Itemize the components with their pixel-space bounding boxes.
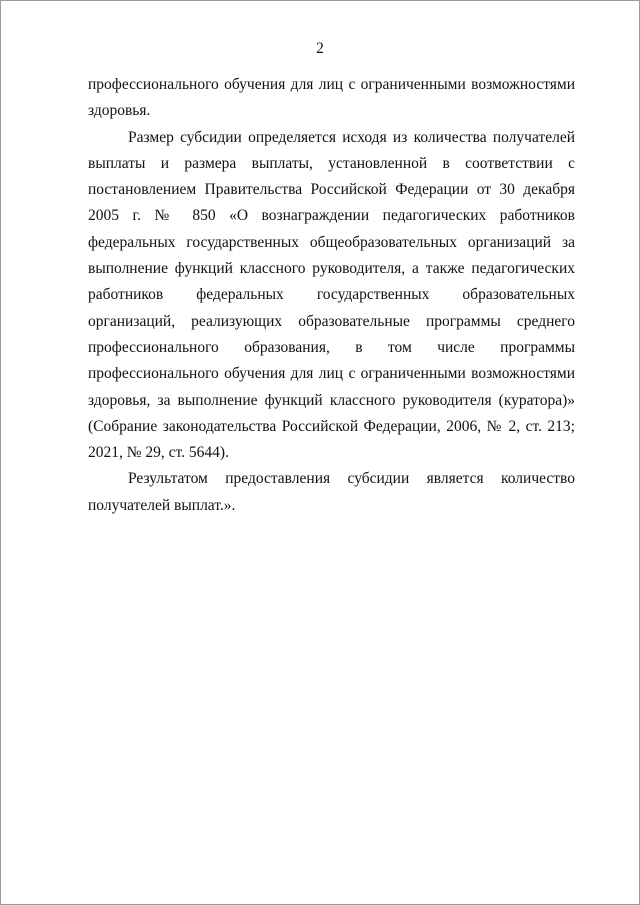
document-body	[88, 72, 575, 519]
paragraph-subsidy-size: Размер субсидии определяется исходя из количества получателей выплаты и размера выплаты, установленной в соответствии с постановлением Правительства Российской Федерации от 30 декабря 2005 г. № 850 «О вознаграждении педагогических работников федеральных государственных общеобразовательных организаций за выполнение функций классного руководителя, а также педагогических работников федеральных государственных образовательных организаций, реализующих образовательные программы среднего профессионального образования, в том числе программы профессионального обучения для лиц с ограниченными возможностями здоровья, за выполнение функций классного руководителя (куратора)» (Собрание законодательства Российской Федерации, 2006, № 2, ст. 213; 2021, № 29, ст. 5644).	[88, 128, 575, 462]
paragraph-continuation: профессионального обучения для лиц с ограниченными возможностями здоровья.	[88, 76, 575, 120]
page-number: 2	[316, 40, 324, 57]
paragraph-subsidy-result: Результатом предоставления субсидии является количество получателей выплат.».	[88, 470, 575, 514]
